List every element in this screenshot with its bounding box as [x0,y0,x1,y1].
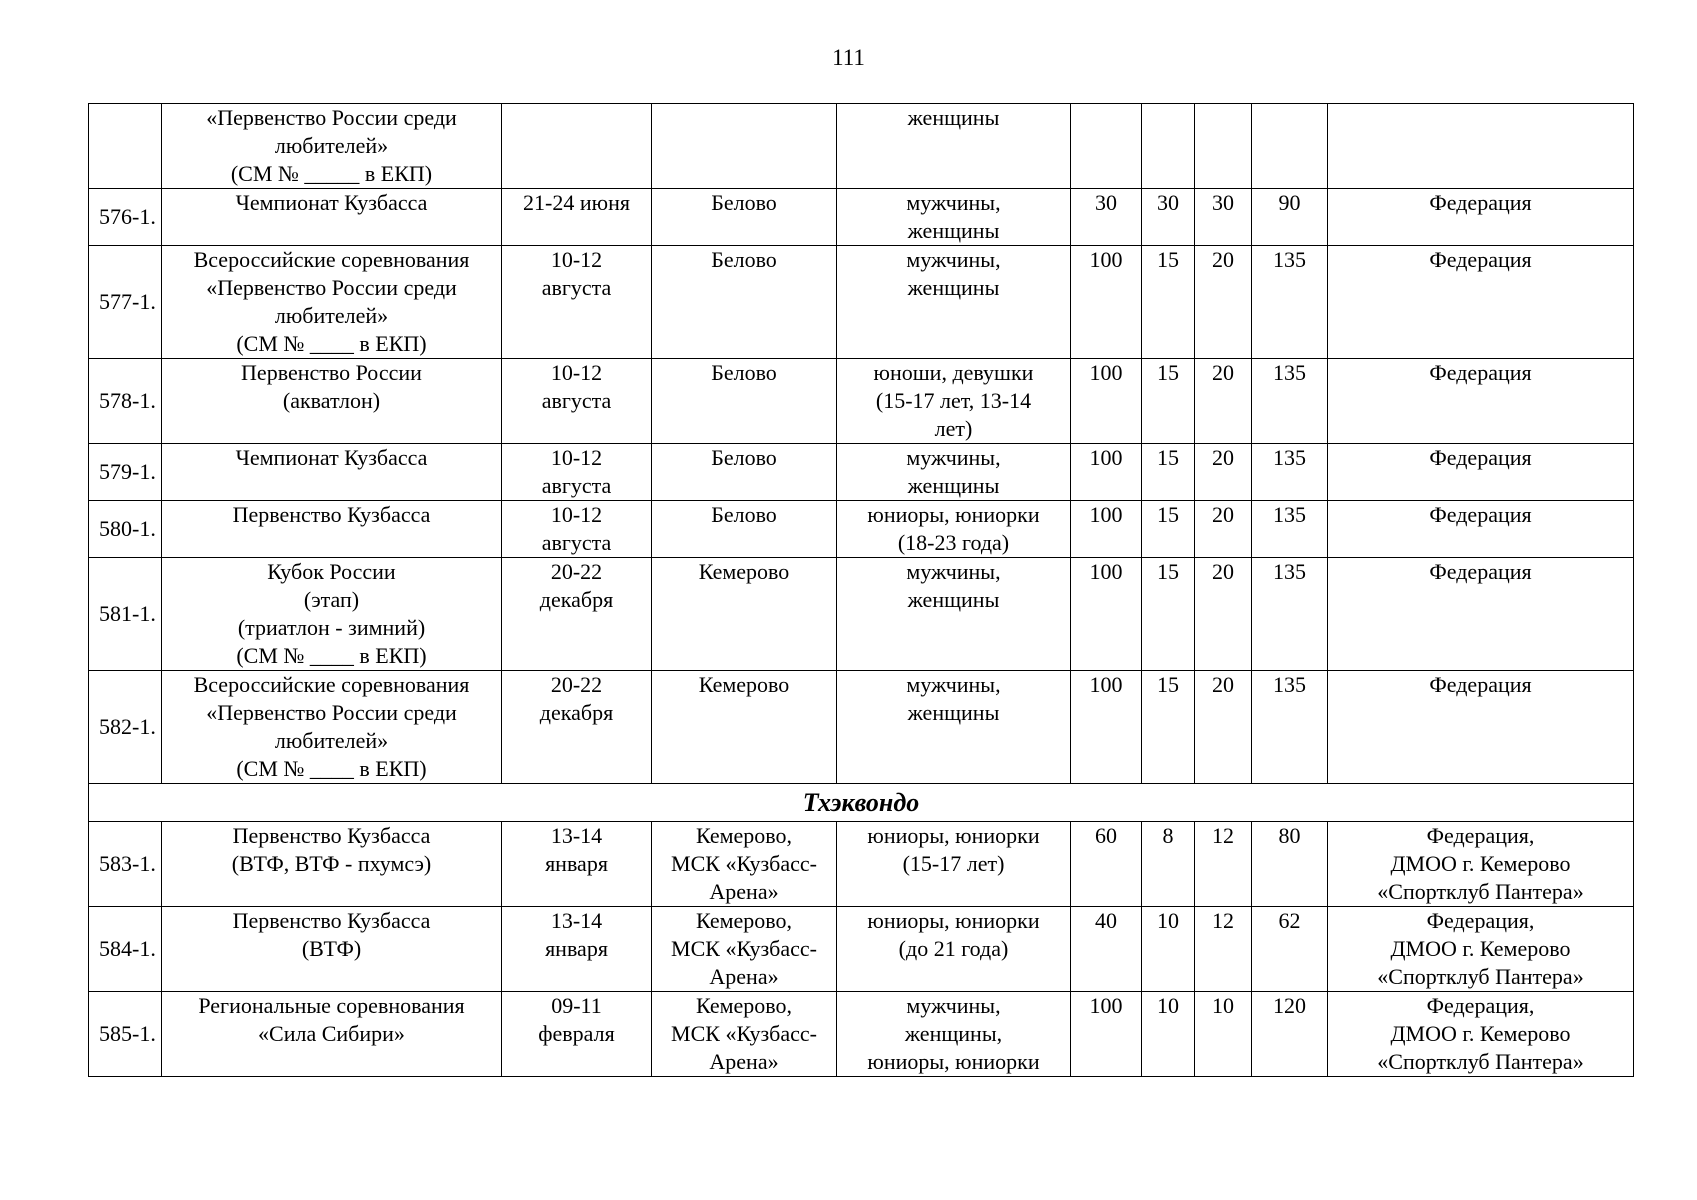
table-row [89,822,1634,907]
cell-count-1: 100 [1071,444,1142,501]
cell-count-2: 15 [1142,558,1195,671]
cell-date: 10-12 августа [502,501,652,558]
cell-organizer: Федерация, ДМОО г. Кемерово «Спортклуб Пантера» [1328,822,1634,907]
cell-count-3: 12 [1195,907,1252,992]
events-table [88,103,1634,1077]
cell-event-name: Всероссийские соревнования «Первенство России среди любителей» (СМ № ____ в ЕКП) [162,246,502,359]
cell-count-3: 20 [1195,359,1252,444]
cell-date: 20-22 декабря [502,671,652,784]
cell-organizer: Федерация, ДМОО г. Кемерово «Спортклуб Пантера» [1328,992,1634,1077]
cell-date [502,104,652,189]
cell-date: 13-14 января [502,822,652,907]
cell-count-1: 100 [1071,359,1142,444]
table-body [89,104,1634,1077]
cell-date: 21-24 июня [502,189,652,246]
cell-number: 584-1. [89,907,162,992]
cell-count-3: 30 [1195,189,1252,246]
table-row [89,558,1634,671]
cell-count-3: 20 [1195,246,1252,359]
cell-event-name: Чемпионат Кузбасса [162,444,502,501]
cell-event-name: «Первенство России среди любителей» (СМ № _____ в ЕКП) [162,104,502,189]
cell-date: 09-11 февраля [502,992,652,1077]
cell-total: 80 [1252,822,1328,907]
cell-date: 20-22 декабря [502,558,652,671]
cell-date: 10-12 августа [502,359,652,444]
cell-place: Белово [652,246,837,359]
cell-organizer: Федерация [1328,246,1634,359]
cell-count-2: 15 [1142,501,1195,558]
cell-count-1: 100 [1071,501,1142,558]
cell-organizer: Федерация [1328,558,1634,671]
cell-count-1 [1071,104,1142,189]
cell-total: 135 [1252,246,1328,359]
section-header-row [89,784,1634,822]
cell-count-3: 12 [1195,822,1252,907]
cell-count-2: 10 [1142,992,1195,1077]
cell-event-name: Кубок России (этап) (триатлон - зимний) (СМ № ____ в ЕКП) [162,558,502,671]
cell-event-name: Первенство Кузбасса (ВТФ) [162,907,502,992]
cell-count-2: 15 [1142,444,1195,501]
table-row [89,359,1634,444]
cell-organizer: Федерация [1328,189,1634,246]
cell-total: 90 [1252,189,1328,246]
cell-count-3: 20 [1195,501,1252,558]
cell-total: 62 [1252,907,1328,992]
cell-count-3: 10 [1195,992,1252,1077]
table-row [89,992,1634,1077]
cell-count-1: 60 [1071,822,1142,907]
cell-count-1: 30 [1071,189,1142,246]
table-row [89,189,1634,246]
cell-count-3: 20 [1195,558,1252,671]
cell-event-name: Первенство Кузбасса [162,501,502,558]
cell-count-2: 10 [1142,907,1195,992]
cell-number: 585-1. [89,992,162,1077]
cell-place: Белово [652,359,837,444]
cell-participants: юниоры, юниорки (до 21 года) [837,907,1071,992]
cell-count-1: 100 [1071,246,1142,359]
cell-event-name: Всероссийские соревнования «Первенство России среди любителей» (СМ № ____ в ЕКП) [162,671,502,784]
cell-place: Кемерово, МСК «Кузбасс- Арена» [652,822,837,907]
cell-count-2 [1142,104,1195,189]
cell-organizer: Федерация [1328,444,1634,501]
table-row-continuation [89,104,1634,189]
cell-number: 576-1. [89,189,162,246]
cell-number: 579-1. [89,444,162,501]
cell-place: Белово [652,501,837,558]
cell-total: 135 [1252,359,1328,444]
cell-date: 10-12 августа [502,444,652,501]
cell-participants: юниоры, юниорки (15-17 лет) [837,822,1071,907]
cell-total: 135 [1252,671,1328,784]
cell-place: Кемерово [652,671,837,784]
cell-date: 10-12 августа [502,246,652,359]
cell-count-3 [1195,104,1252,189]
cell-participants: мужчины, женщины [837,558,1071,671]
cell-count-2: 15 [1142,359,1195,444]
cell-count-3: 20 [1195,671,1252,784]
cell-count-1: 100 [1071,992,1142,1077]
cell-number: 577-1. [89,246,162,359]
cell-participants: женщины [837,104,1071,189]
cell-place: Белово [652,444,837,501]
cell-count-2: 30 [1142,189,1195,246]
cell-number [89,104,162,189]
cell-count-3: 20 [1195,444,1252,501]
cell-place: Кемерово, МСК «Кузбасс- Арена» [652,907,837,992]
cell-event-name: Первенство Кузбасса (ВТФ, ВТФ - пхумсэ) [162,822,502,907]
cell-organizer: Федерация, ДМОО г. Кемерово «Спортклуб Пантера» [1328,907,1634,992]
cell-event-name: Первенство России (акватлон) [162,359,502,444]
cell-participants: мужчины, женщины [837,246,1071,359]
cell-number: 580-1. [89,501,162,558]
table-row [89,671,1634,784]
cell-date: 13-14 января [502,907,652,992]
cell-participants: юноши, девушки (15-17 лет, 13-14 лет) [837,359,1071,444]
cell-organizer: Федерация [1328,671,1634,784]
page-number: 111 [832,45,865,70]
cell-event-name: Чемпионат Кузбасса [162,189,502,246]
cell-count-2: 15 [1142,246,1195,359]
cell-organizer: Федерация [1328,359,1634,444]
table-row [89,246,1634,359]
cell-organizer [1328,104,1634,189]
cell-place [652,104,837,189]
table-row [89,501,1634,558]
cell-number: 581-1. [89,558,162,671]
cell-total: 135 [1252,444,1328,501]
cell-event-name: Региональные соревнования «Сила Сибири» [162,992,502,1077]
cell-count-2: 8 [1142,822,1195,907]
cell-place: Кемерово, МСК «Кузбасс- Арена» [652,992,837,1077]
cell-number: 578-1. [89,359,162,444]
cell-place: Белово [652,189,837,246]
table-row [89,444,1634,501]
cell-total [1252,104,1328,189]
cell-organizer: Федерация [1328,501,1634,558]
cell-participants: мужчины, женщины [837,444,1071,501]
cell-count-2: 15 [1142,671,1195,784]
cell-participants: юниоры, юниорки (18-23 года) [837,501,1071,558]
cell-participants: мужчины, женщины [837,671,1071,784]
cell-total: 135 [1252,558,1328,671]
cell-count-1: 100 [1071,558,1142,671]
cell-participants: мужчины, женщины [837,189,1071,246]
table-row [89,907,1634,992]
cell-count-1: 40 [1071,907,1142,992]
cell-place: Кемерово [652,558,837,671]
cell-count-1: 100 [1071,671,1142,784]
section-title: Тхэквондо [89,784,1634,822]
cell-total: 135 [1252,501,1328,558]
cell-participants: мужчины, женщины, юниоры, юниорки [837,992,1071,1077]
cell-number: 583-1. [89,822,162,907]
cell-number: 582-1. [89,671,162,784]
cell-total: 120 [1252,992,1328,1077]
